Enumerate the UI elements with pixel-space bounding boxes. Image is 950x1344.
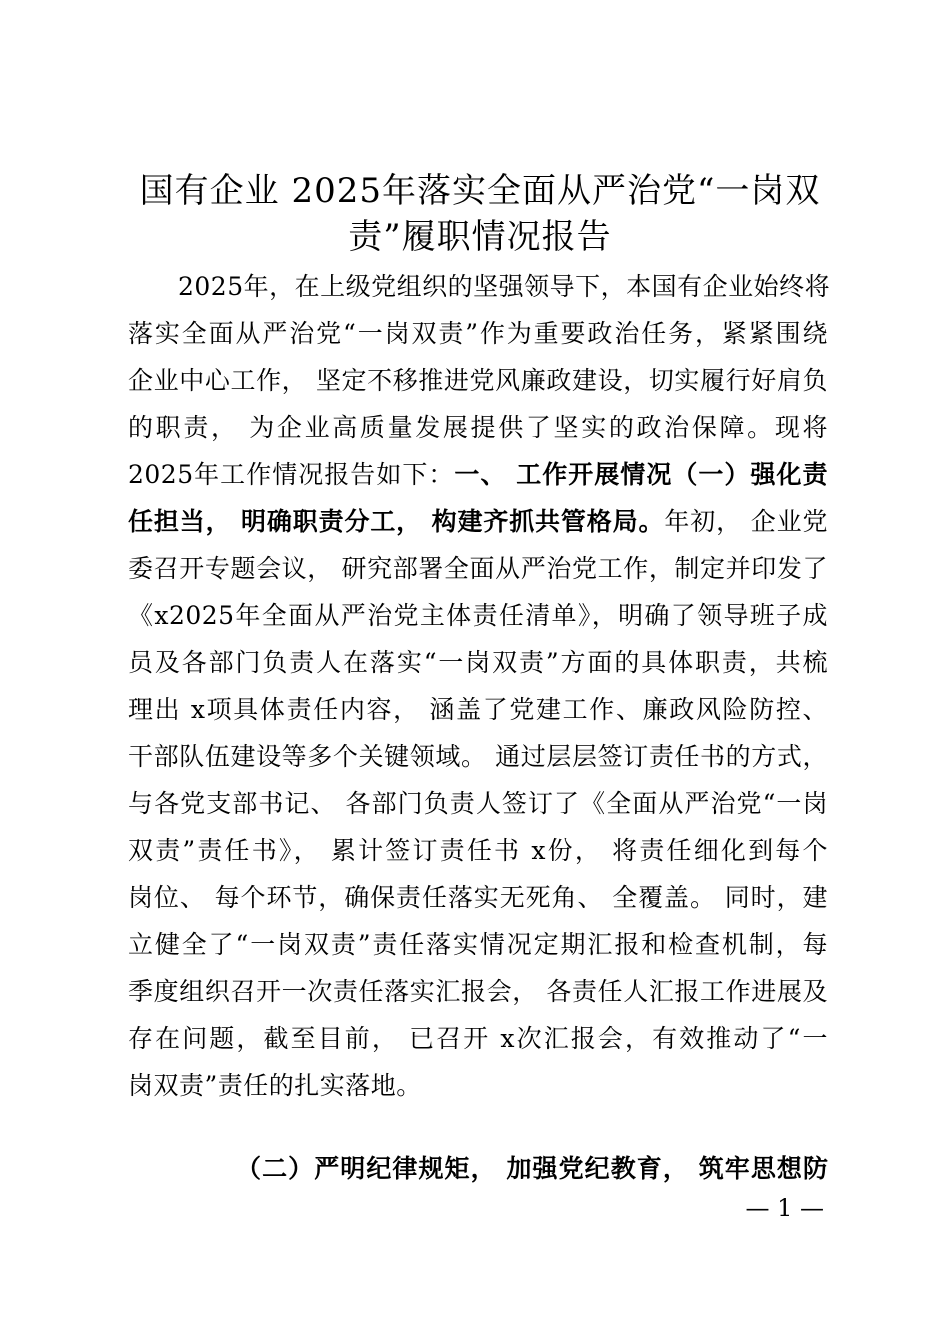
- paragraph-line: 员及各部门负责人在落实“一岗双责”方面的具体职责，共梳: [128, 648, 828, 677]
- paragraph-line: 企业中心工作， 坚定不移推进党风廉政建设，切实履行好肩负: [128, 366, 828, 395]
- paragraph-line: 岗位、 每个环节，确保责任落实无死角、 全覆盖。 同时，建: [128, 883, 828, 912]
- paragraph-line: 的职责， 为企业高质量发展提供了坚实的政治保障。现将: [128, 413, 828, 442]
- paragraph-line: 理出 x项具体责任内容， 涵盖了党建工作、廉政风险防控、: [128, 695, 828, 724]
- paragraph-line: 季度组织召开一次责任落实汇报会， 各责任人汇报工作进展及: [128, 977, 828, 1006]
- paragraph-line: 立健全了“一岗双责”责任落实情况定期汇报和检查机制，每: [128, 930, 828, 959]
- paragraph-line: 落实全面从严治党“一岗双责”作为重要政治任务，紧紧围绕: [128, 319, 828, 348]
- paragraph-line: 与各党支部书记、 各部门负责人签订了《全面从严治党“一岗: [128, 789, 828, 818]
- paragraph-line: 2025年，在上级党组织的坚强领导下，本国有企业始终将: [178, 272, 831, 301]
- paragraph-line-mixed: [128, 506, 828, 538]
- paragraph-text: 年初， 企业党: [664, 507, 828, 536]
- paragraph-line: 岗双责”责任的扎实落地。: [128, 1071, 422, 1100]
- title-line-1: 国有企业 2025年落实全面从严治党“一岗双: [139, 171, 821, 211]
- page-number: — 1 —: [745, 1194, 824, 1222]
- paragraph-line: 委召开专题会议， 研究部署全面从严治党工作，制定并印发了: [128, 554, 828, 583]
- paragraph-line: 存在问题，截至目前， 已召开 x次汇报会，有效推动了“一: [128, 1024, 828, 1053]
- document-title: [125, 168, 835, 260]
- subsection-heading-1: 任担当， 明确职责分工， 构建齐抓共管格局。: [128, 507, 665, 536]
- paragraph-line-mixed: [128, 459, 828, 491]
- report-intro-text: 2025年工作情况报告如下：: [128, 460, 455, 489]
- subsection-heading-2: （二）严明纪律规矩， 加强党纪教育， 筑牢思想防: [236, 1154, 828, 1183]
- section-heading-1: 一、 工作开展情况（一）强化责: [454, 460, 828, 489]
- paragraph-line: 《x2025年全面从严治党主体责任清单》，明确了领导班子成: [128, 601, 828, 630]
- title-line-2: 责”履职情况报告: [348, 217, 612, 257]
- paragraph-line: 干部队伍建设等多个关键领域。 通过层层签订责任书的方式，: [128, 742, 828, 771]
- paragraph-line: 双责”责任书》， 累计签订责任书 x份， 将责任细化到每个: [128, 836, 828, 865]
